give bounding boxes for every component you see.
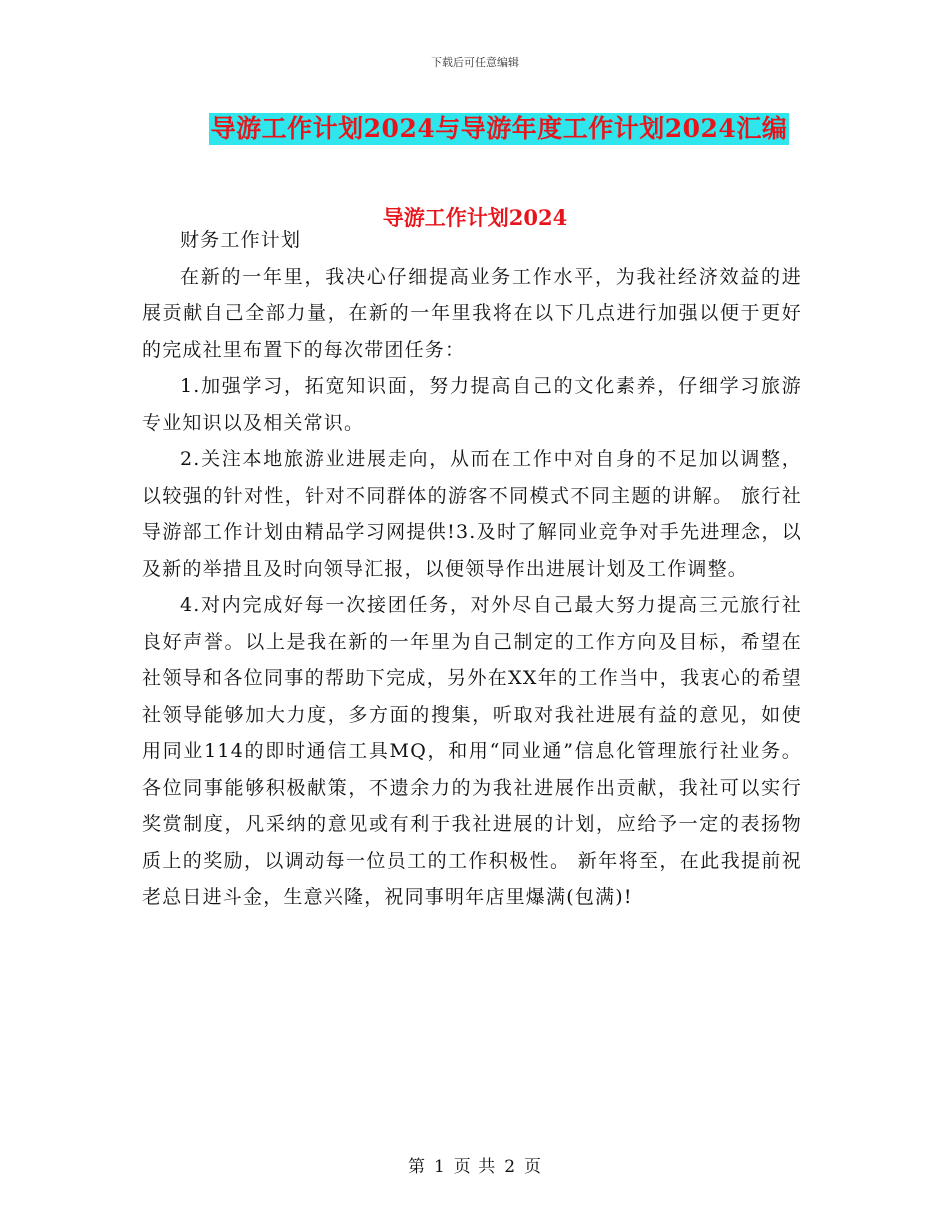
document-body	[142, 222, 802, 916]
paragraph: 4.对内完成好每一次接团任务，对外尽自己最大努力提高三元旅行社良好声誉。以上是我在新的一年里为自己制定的工作方向及目标，希望在社领导和各位同事的帮助下完成，另外在XX年的工作当中，我衷心的希望社领导能够加大力度，多方面的搜集，听取对我社进展有益的意见，如使用同业114的即时通信工具MQ，和用“同业通”信息化管理旅行社业务。各位同事能够积极献策，不遗余力的为我社进展作出贡献，我社可以实行奖赏制度，凡采纳的意见或有利于我社进展的计划，应给予一定的表扬物质上的奖励，以调动每一位员工的工作积极性。 新年将至，在此我提前祝老总日进斗金，生意兴隆，祝同事明年店里爆满(包满)!	[142, 594, 802, 908]
paragraph: 1.加强学习，拓宽知识面，努力提高自己的文化素养，仔细学习旅游专业知识以及相关常识。	[142, 375, 802, 434]
page-total: 2	[504, 1157, 517, 1177]
page-mid: 页 共	[453, 1157, 497, 1177]
header-note: 下载后可任意编辑	[431, 56, 519, 69]
document-title: 导游工作计划2024与导游年度工作计划2024汇编	[210, 114, 788, 143]
paragraph: 在新的一年里，我决心仔细提高业务工作水平，为我社经济效益的进展贡献自己全部力量，在新的一年里我将在以下几点进行加强以便于更好的完成社里布置下的每次带团任务：	[142, 265, 802, 361]
page-footer	[0, 1152, 950, 1177]
page-current: 1	[433, 1157, 446, 1177]
document-title-container	[0, 113, 950, 145]
page-prefix: 第	[407, 1157, 426, 1177]
section-title: 导游工作计划2024	[382, 205, 568, 230]
page-suffix: 页	[524, 1157, 543, 1177]
paragraph: 2.关注本地旅游业进展走向，从而在工作中对自身的不足加以调整，以较强的针对性，针对不同群体的游客不同模式不同主题的讲解。 旅行社导游部工作计划由精品学习网提供!3.及时了解同业竞争对手先进理念，以及新的举措且及时向领导汇报，以便领导作出进展计划及工作调整。	[142, 448, 802, 580]
paragraph-heading: 财务工作计划	[180, 229, 302, 251]
